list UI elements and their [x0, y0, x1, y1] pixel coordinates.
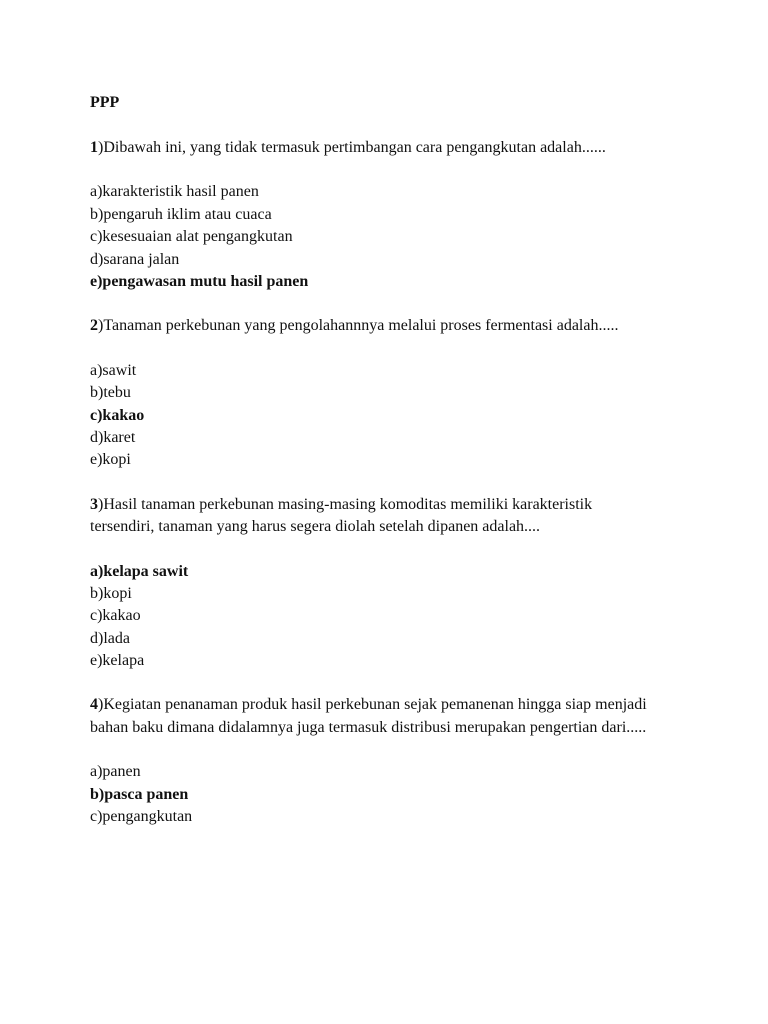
option-e-correct: e)pengawasan mutu hasil panen: [90, 272, 309, 290]
option-d: d)lada: [90, 629, 130, 647]
question-text: [90, 137, 630, 159]
option-a: a)karakteristik hasil panen: [90, 183, 259, 201]
document-title: PPP: [90, 94, 120, 111]
option-b: b)pengaruh iklim atau cuaca: [90, 205, 272, 223]
option-b: b)kopi: [90, 584, 132, 602]
question-2: [90, 315, 690, 471]
option-d: d)sarana jalan: [90, 250, 180, 268]
option-c: c)kakao: [90, 607, 141, 625]
document-page: [90, 92, 690, 850]
question-body: )Kegiatan penanaman produk hasil perkebunan sejak pemanenan hingga siap menjadi bahan baku dimana didalamnya juga termasuk distribusi merupakan pengertian dari.....: [90, 696, 647, 736]
option-c: c)kesesuaian alat pengangkutan: [90, 228, 293, 246]
question-text: [90, 315, 650, 337]
question-number: 4: [90, 696, 98, 714]
option-c-correct: c)kakao: [90, 406, 145, 424]
question-body: )Tanaman perkebunan yang pengolahannnya melalui proses fermentasi adalah.....: [98, 317, 619, 335]
option-c: c)pengangkutan: [90, 808, 193, 826]
option-e: e)kelapa: [90, 652, 145, 670]
question-4: [90, 694, 690, 828]
option-b-correct: b)pasca panen: [90, 785, 189, 803]
question-number: 1: [90, 139, 98, 156]
question-body: )Dibawah ini, yang tidak termasuk pertimbangan cara pengangkutan adalah......: [98, 139, 606, 156]
question-text: [90, 694, 660, 739]
option-a: a)panen: [90, 763, 141, 781]
question-3: [90, 494, 690, 673]
option-a: a)sawit: [90, 361, 137, 379]
question-1: [90, 137, 690, 293]
question-body: )Hasil tanaman perkebunan masing-masing komoditas memiliki karakteristik tersendiri, tanaman yang harus segera diolah setelah dipanen adalah....: [90, 495, 593, 536]
question-text: [90, 494, 660, 539]
option-b: b)tebu: [90, 384, 131, 402]
option-e: e)kopi: [90, 451, 131, 469]
option-d: d)karet: [90, 428, 136, 446]
option-a-correct: a)kelapa sawit: [90, 562, 189, 580]
question-number: 2: [90, 317, 98, 335]
question-number: 3: [90, 495, 98, 513]
